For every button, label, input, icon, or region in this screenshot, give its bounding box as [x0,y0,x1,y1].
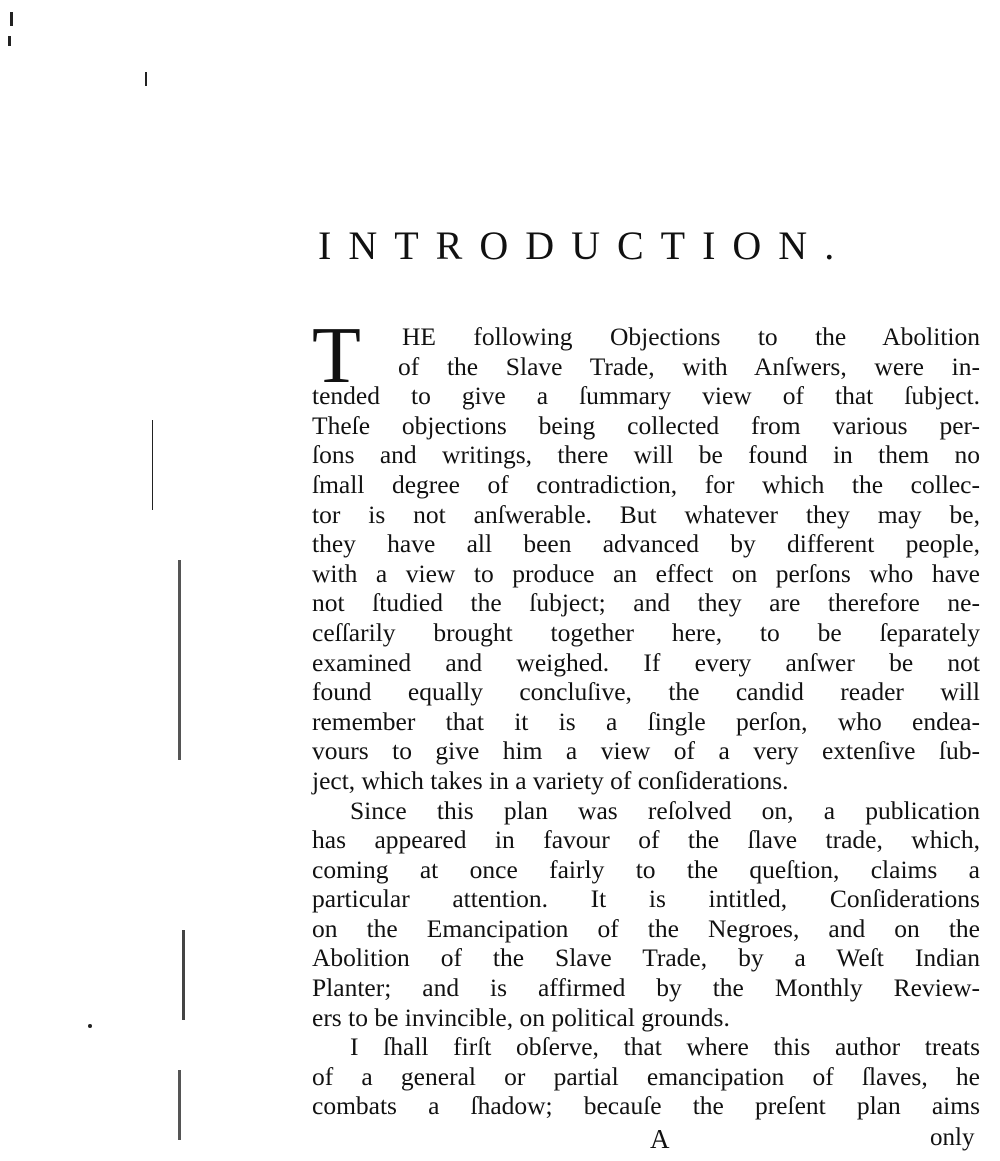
text-line: vours to give him a view of a very extenſive ſub- [312,736,980,766]
text-line: particular attention. It is intitled, Conſiderations [312,884,980,914]
text-line: found equally concluſive, the candid reader will [312,677,980,707]
text-line: they have all been advanced by different people, [312,529,980,559]
text-line: Planter; and is affirmed by the Monthly Review- [312,973,980,1003]
text-line: examined and weighed. If every anſwer be not [312,647,980,677]
text-line: Abolition of the Slave Trade, by a Weſt Indian [312,943,980,973]
body-text [312,312,980,1121]
margin-artifact [10,12,13,26]
signature-mark: A [650,1124,670,1154]
text-line: of a general or partial emancipation of ſlaves, he [312,1061,980,1091]
text-line: ject, which takes in a variety of conſiderations. [312,765,789,795]
text-line: not ſtudied the ſubject; and they are therefore ne- [312,588,980,618]
margin-artifact [8,36,11,46]
margin-artifact [145,72,147,86]
text-line: Theſe objections being collected from various per- [312,410,980,440]
text-line: ſons and writings, there will be found in them no [312,440,980,470]
text-line: combats a ſhadow; becauſe the preſent plan aims [312,1091,980,1121]
margin-artifact [178,560,181,760]
text-line: coming at once fairly to the queſtion, claims a [312,854,980,884]
text-line: with a view to produce an effect on perſons who have [312,558,980,588]
text-line: tended to give a ſummary view of that ſubject. [312,381,980,411]
margin-artifact [152,420,153,510]
margin-artifact [182,930,185,1020]
text-line: of the Slave Trade, with Anſwers, were in- [398,351,980,381]
drop-cap: T [312,312,361,400]
text-line: on the Emancipation of the Negroes, and on the [312,913,980,943]
catchword: only [930,1124,975,1151]
text-line: ers to be invincible, on political grounds. [312,1002,730,1032]
text-line: Since this plan was reſolved on, a publication [350,795,980,825]
margin-artifact [178,1070,181,1140]
chapter-heading: INTRODUCTION. [318,223,852,268]
text-line: HE following Objections to the Abolition [402,322,980,351]
text-line: ſmall degree of contradiction, for which the collec- [312,469,980,499]
text-line: remember that it is a ſingle perſon, who endea- [312,706,980,736]
text-line: ceſſarily brought together here, to be ſeparately [312,617,980,647]
margin-artifact [88,1024,92,1028]
text-line: has appeared in favour of the ſlave trade, which, [312,825,980,855]
text-line: tor is not anſwerable. But whatever they may be, [312,499,980,529]
text-line: I ſhall firſt obſerve, that where this author treats [350,1032,980,1062]
